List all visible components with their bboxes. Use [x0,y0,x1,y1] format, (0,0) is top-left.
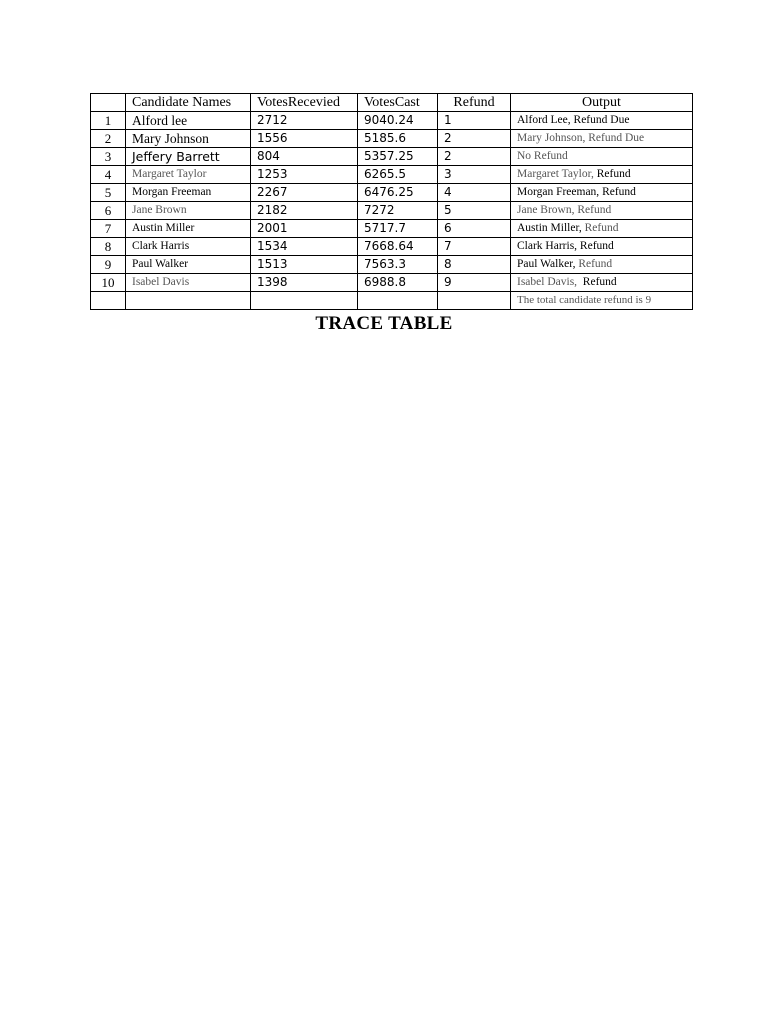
refund-count: 4 [438,184,511,202]
table-caption: TRACE TABLE [315,313,453,334]
votes-received: 2182 [251,202,358,220]
candidate-name: Austin Miller [126,220,251,238]
refund-count: 3 [438,166,511,184]
votes-cast: 6265.5 [358,166,438,184]
header-output: Output [511,94,693,112]
row-number: 3 [91,148,126,166]
votes-cast: 5717.7 [358,220,438,238]
output-status: Refund [575,258,613,270]
row-number: 6 [91,202,126,220]
refund-count: 5 [438,202,511,220]
table-row [91,148,693,166]
votes-received: 1398 [251,274,358,292]
table-row [91,166,693,184]
refund-count: 2 [438,130,511,148]
refund-count: 2 [438,148,511,166]
votes-cast: 5185.6 [358,130,438,148]
votes-cast: 7272 [358,202,438,220]
candidate-name: Margaret Taylor [126,166,251,184]
votes-received: 1534 [251,238,358,256]
output-status: Refund [577,240,614,252]
output-name: Paul Walker, [517,258,576,270]
output-name: Margaret Taylor, [517,168,594,180]
header-refund: Refund [438,94,511,112]
table-row [91,220,693,238]
total-row [91,292,693,310]
votes-received: 1513 [251,256,358,274]
output-cell [511,112,693,130]
total-refund-output: The total candidate refund is 9 [511,292,693,310]
table-row [91,238,693,256]
refund-count: 7 [438,238,511,256]
output-cell [511,202,693,220]
row-number: 8 [91,238,126,256]
votes-cast: 6476.25 [358,184,438,202]
output-name: Alford Lee, [517,114,571,126]
empty-cell [438,292,511,310]
votes-received: 1253 [251,166,358,184]
output-name: Jane Brown, [517,204,575,216]
votes-cast: 6988.8 [358,274,438,292]
votes-received: 2267 [251,184,358,202]
output-status: Refund [577,276,617,288]
table-row [91,256,693,274]
output-name: Isabel Davis, [517,276,578,288]
trace-table [90,93,693,310]
output-name: No Refund [517,150,568,162]
output-cell [511,256,693,274]
empty-cell [251,292,358,310]
header-row [91,94,693,112]
refund-count: 8 [438,256,511,274]
table-row [91,202,693,220]
table-row [91,184,693,202]
output-status: Refund Due [585,132,645,144]
candidate-name: Jeffery Barrett [126,148,251,166]
output-status: Refund [599,186,636,198]
refund-count: 6 [438,220,511,238]
refund-count: 1 [438,112,511,130]
candidate-name: Clark Harris [126,238,251,256]
votes-received: 1556 [251,130,358,148]
votes-received: 2712 [251,112,358,130]
output-name: Austin Miller, [517,222,582,234]
output-status: Refund [593,168,631,180]
empty-cell [358,292,438,310]
votes-received: 2001 [251,220,358,238]
header-votes-received: VotesRecevied [251,94,358,112]
candidate-name: Isabel Davis [126,274,251,292]
row-number: 5 [91,184,126,202]
output-name: Morgan Freeman, [517,186,600,198]
votes-cast: 5357.25 [358,148,438,166]
header-candidate-names: Candidate Names [126,94,251,112]
table-row [91,274,693,292]
votes-cast: 7668.64 [358,238,438,256]
empty-cell [91,292,126,310]
row-number: 4 [91,166,126,184]
output-cell [511,166,693,184]
refund-count: 9 [438,274,511,292]
votes-cast: 7563.3 [358,256,438,274]
candidate-name: Jane Brown [126,202,251,220]
votes-received: 804 [251,148,358,166]
output-cell [511,274,693,292]
output-cell [511,220,693,238]
row-number: 2 [91,130,126,148]
row-number: 1 [91,112,126,130]
table-row [91,112,693,130]
row-number: 9 [91,256,126,274]
candidate-name: Alford lee [126,112,251,130]
candidate-name: Morgan Freeman [126,184,251,202]
votes-cast: 9040.24 [358,112,438,130]
output-status: Refund [581,222,619,234]
output-status: Refund [574,204,612,216]
output-name: Clark Harris, [517,240,578,252]
row-number: 10 [91,274,126,292]
output-status: Refund Due [570,114,630,126]
output-cell [511,130,693,148]
output-cell [511,184,693,202]
output-cell [511,148,693,166]
output-cell [511,238,693,256]
header-votes-cast: VotesCast [358,94,438,112]
output-name: Mary Johnson, [517,132,586,144]
candidate-name: Paul Walker [126,256,251,274]
empty-cell [126,292,251,310]
table-row [91,130,693,148]
candidate-name: Mary Johnson [126,130,251,148]
row-number: 7 [91,220,126,238]
header-index [91,94,126,112]
